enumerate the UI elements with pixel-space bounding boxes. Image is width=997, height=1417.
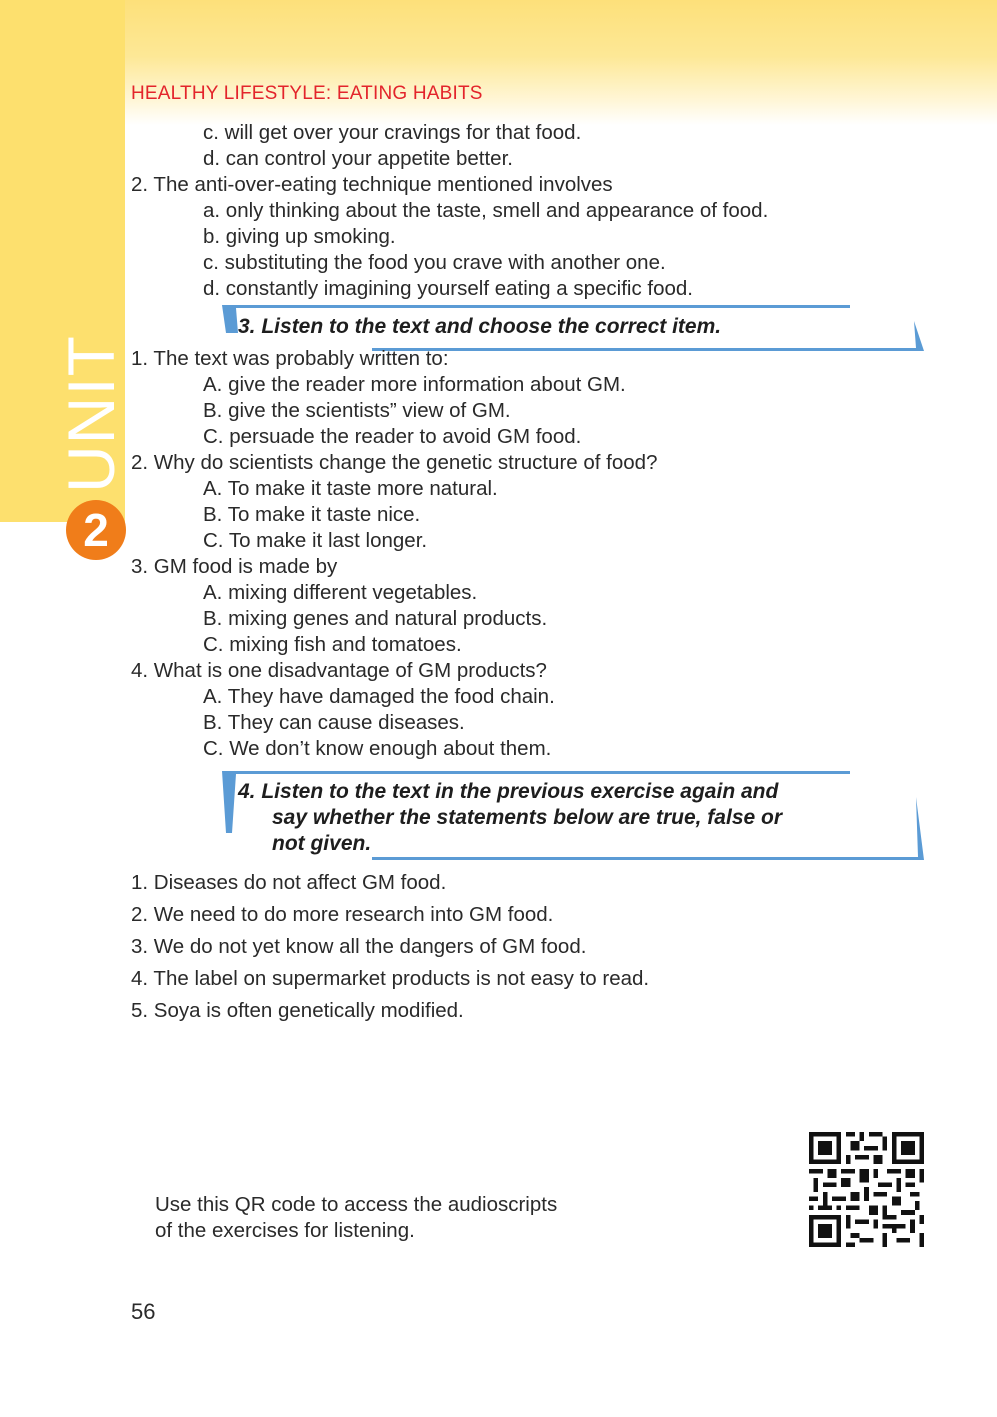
option-line: c. substituting the food you crave with another one. xyxy=(203,251,666,274)
page-number: 56 xyxy=(131,1299,156,1324)
statement-item: 2. We need to do more research into GM food. xyxy=(131,903,554,926)
unit-label: UNIT xyxy=(54,335,128,493)
statement-item: 3. We do not yet know all the dangers of GM food. xyxy=(131,935,587,958)
option-line: d. constantly imagining yourself eating a specific food. xyxy=(203,277,693,300)
statement-item: 1. Diseases do not affect GM food. xyxy=(131,871,447,894)
task4-ribbon xyxy=(222,771,924,863)
option-line: b. giving up smoking. xyxy=(203,225,396,248)
qr-note-line: of the exercises for listening. xyxy=(155,1219,415,1242)
top-yellow-band xyxy=(0,0,997,125)
question-line: 2. The anti-over-eating technique mentioned involves xyxy=(131,173,613,196)
option-line: A. give the reader more information about GM. xyxy=(203,373,626,396)
qr-code-icon[interactable] xyxy=(809,1132,924,1247)
task4-title-line: 4. Listen to the text in the previous exercise again and xyxy=(238,780,779,803)
option-line: a. only thinking about the taste, smell and appearance of food. xyxy=(203,199,769,222)
option-line: C. We don’t know enough about them. xyxy=(203,737,552,760)
unit-number-badge: 2 xyxy=(66,500,126,560)
option-line: d. can control your appetite better. xyxy=(203,147,513,170)
option-line: B. mixing genes and natural products. xyxy=(203,607,548,630)
option-line: C. To make it last longer. xyxy=(203,529,428,552)
qr-note-line: Use this QR code to access the audioscripts xyxy=(155,1193,558,1216)
question-line: 3. GM food is made by xyxy=(131,555,338,578)
task4-title-line: say whether the statements below are true, false or xyxy=(272,806,783,829)
question-line: 2. Why do scientists change the genetic structure of food? xyxy=(131,451,658,474)
task3-title: 3. Listen to the text and choose the correct item. xyxy=(238,315,722,338)
task4-title-line: not given. xyxy=(272,832,372,855)
option-line: c. will get over your cravings for that food. xyxy=(203,121,582,144)
option-line: A. They have damaged the food chain. xyxy=(203,685,555,708)
option-line: C. mixing fish and tomatoes. xyxy=(203,633,462,656)
statement-item: 4. The label on supermarket products is not easy to read. xyxy=(131,967,650,990)
qr-note xyxy=(155,1192,557,1244)
option-line: C. persuade the reader to avoid GM food. xyxy=(203,425,582,448)
option-line: B. They can cause diseases. xyxy=(203,711,465,734)
statement-item: 5. Soya is often genetically modified. xyxy=(131,999,464,1022)
option-line: B. To make it taste nice. xyxy=(203,503,421,526)
section-header: HEALTHY LIFESTYLE: EATING HABITS xyxy=(131,83,483,104)
option-line: A. mixing different vegetables. xyxy=(203,581,478,604)
task4-title xyxy=(238,779,782,857)
question-line: 4. What is one disadvantage of GM products? xyxy=(131,659,547,682)
option-line: B. give the scientists” view of GM. xyxy=(203,399,511,422)
question-line: 1. The text was probably written to: xyxy=(131,347,449,370)
option-line: A. To make it taste more natural. xyxy=(203,477,498,500)
